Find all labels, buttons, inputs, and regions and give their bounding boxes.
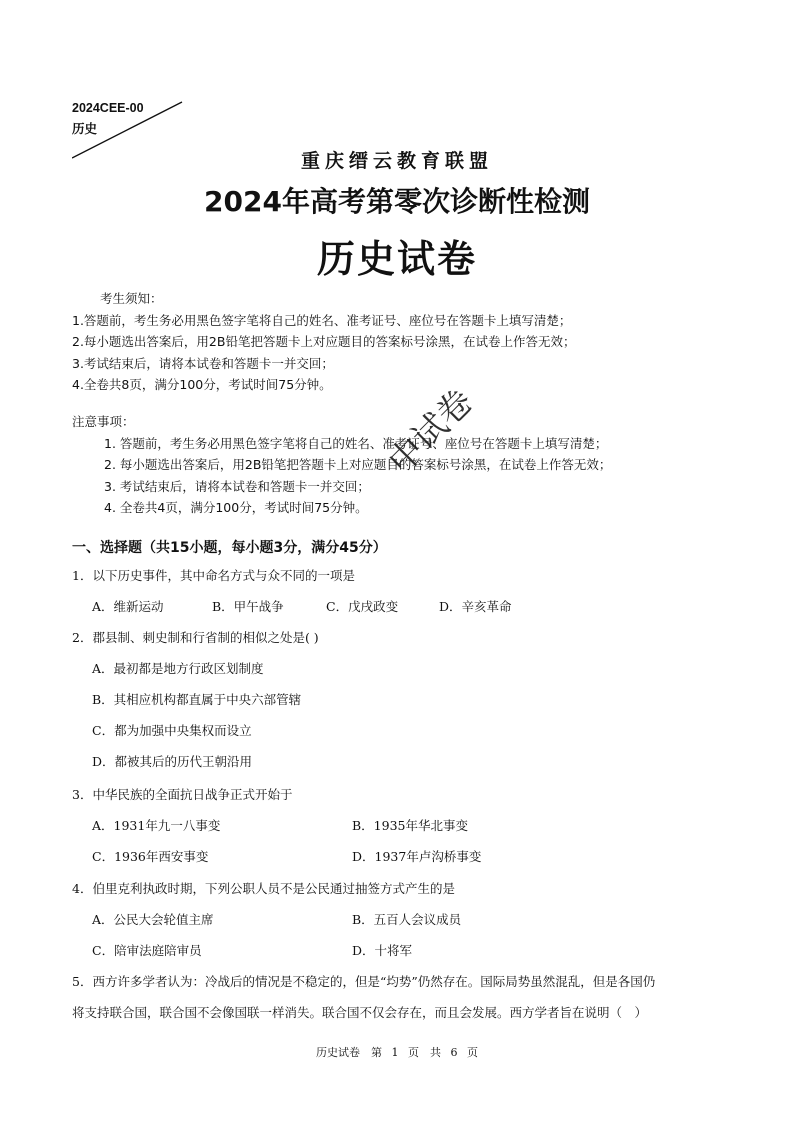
question-4-stem: 4．伯里克利执政时期，下列公职人员不是公民通过抽签方式产生的是	[72, 881, 455, 896]
q3-option-c: C．1936年西安事变	[92, 849, 209, 864]
subject-title: 历史试卷	[316, 237, 477, 281]
q4-option-b: B．五百人会议成员	[352, 912, 462, 927]
q1-option-c: C．戊戌政变	[326, 599, 399, 614]
notice-b-item: 1. 答题前，考生务必用黑色签字笔将自己的姓名、准考证号、座位号在答题卡上填写清楚；	[104, 435, 608, 451]
q4-option-d: D．十将军	[352, 943, 413, 958]
notice-b-item: 4. 全卷共4页，满分100分，考试时间75分钟。	[104, 500, 368, 515]
notice-a-heading: 考生须知：	[100, 291, 163, 306]
question-5-stem-line-1: 5．西方许多学者认为：冷战后的情况是不稳定的，但是“均势”仍然存在。国际局势虽然混乱，但是各国仍	[72, 974, 656, 989]
page-footer: 历史试卷 第 1 页 共 6 页	[316, 1046, 478, 1059]
watermark-text: 中试卷	[380, 381, 482, 482]
section-heading: 一、选择题（共15小题，每小题3分，满分45分）	[72, 540, 387, 556]
q2-option-b: B．其相应机构都直属于中央六部管辖	[92, 692, 302, 707]
q3-option-a: A．1931年九一八事变	[92, 818, 221, 833]
q1-option-b: B．甲午战争	[212, 599, 284, 614]
q1-option-a: A．维新运动	[92, 599, 164, 614]
notice-a-item: 3.考试结束后，请将本试卷和答题卡一并交回；	[72, 355, 334, 371]
notice-a-item: 2.每小题选出答案后，用2B铅笔把答题卡上对应题目的答案标号涂黑，在试卷上作答无效；	[72, 334, 576, 349]
notice-b-heading: 注意事项：	[72, 414, 135, 429]
q2-option-c: C．都为加强中央集权而设立	[92, 723, 252, 738]
question-2-stem: 2．郡县制、刺史制和行省制的相似之处是( )	[72, 630, 319, 645]
subject-tag: 历史	[72, 122, 98, 136]
notice-block-a	[72, 288, 575, 396]
q2-option-a: A．最初都是地方行政区划制度	[92, 661, 264, 676]
organization-title: 重庆缙云教育联盟	[300, 150, 493, 172]
q4-option-c: C．陪审法庭陪审员	[92, 943, 202, 958]
exam-title: 2024年高考第零次诊断性检测	[204, 185, 590, 218]
notice-b-item: 2. 每小题选出答案后，用2B铅笔把答题卡上对应题目的答案标号涂黑，在试卷上作答无效；	[104, 457, 612, 472]
notice-a-item: 4.全卷共8页，满分100分，考试时间75分钟。	[72, 377, 332, 392]
q3-option-b: B．1935年华北事变	[352, 818, 468, 833]
notice-block-b	[72, 411, 611, 519]
paper-code: 2024CEE-00	[72, 101, 144, 115]
q3-option-d: D．1937年卢沟桥事变	[352, 849, 482, 864]
q1-option-d: D．辛亥革命	[439, 599, 512, 614]
q2-option-d: D．都被其后的历代王朝沿用	[92, 754, 253, 769]
question-1-stem: 1．以下历史事件，其中命名方式与众不同的一项是	[72, 568, 355, 583]
question-5-stem-line-2: 将支持联合国，联合国不会像国联一样消失。联合国不仅会存在，而且会发展。西方学者旨在说明（ ）	[72, 1005, 648, 1020]
notice-b-item: 3. 考试结束后，请将本试卷和答题卡一并交回；	[104, 478, 370, 494]
question-3-stem: 3．中华民族的全面抗日战争正式开始于	[72, 787, 293, 802]
notice-a-item: 1.答题前，考生务必用黑色签字笔将自己的姓名、准考证号、座位号在答题卡上填写清楚；	[72, 312, 572, 328]
q4-option-a: A．公民大会轮值主席	[92, 912, 214, 927]
